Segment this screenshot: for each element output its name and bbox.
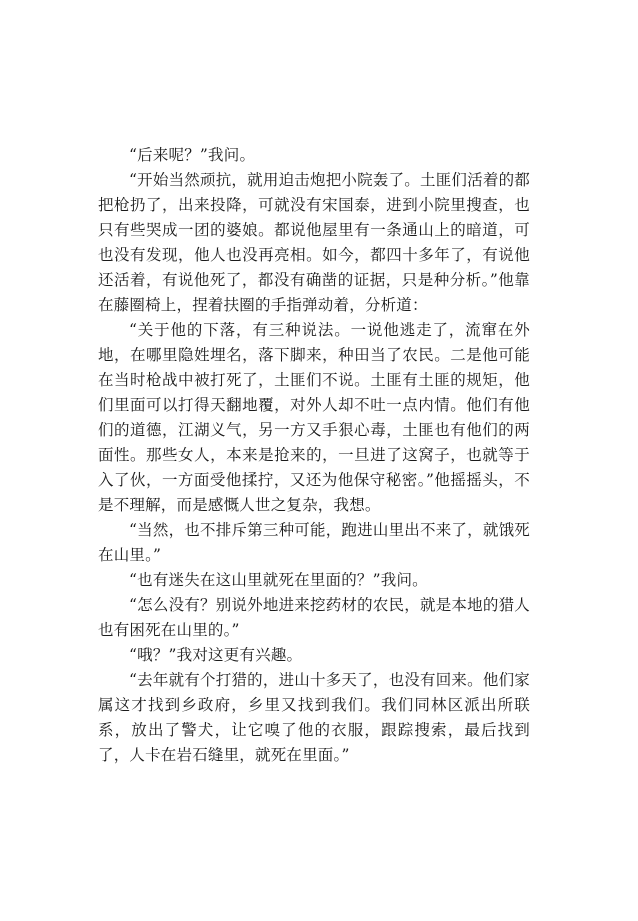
paragraph-5: “也有迷失在这山里就死在里面的？”我问。 — [129, 571, 428, 589]
paragraph-3: “关于他的下落，有三种说法。一说他逃走了，流窜在外地，在哪里隐姓埋名，落下脚来，种田当了农民。二是他可能在当时枪战中被打死了，土匪们不说。土匪有土匪的规矩，他们里面可以打得天翻地覆，对外人却不吐一点内情。他们有他们的道德，江湖义气，另一方又手狠心毒，土匪也有他们的两面性。那些女人，本来是抢来的，一旦进了这窝子，也就等于入了伙，一方面受他揉拧，又还为他保守秘密。”他摇摇头，不是不理解，而是感慨人世之复杂，我想。 — [98, 321, 530, 514]
paragraph-1: “后来呢？”我问。 — [129, 146, 256, 164]
body-text — [98, 143, 530, 768]
paragraph-6: “怎么没有？别说外地进来挖药材的农民，就是本地的猎人也有困死在山里的。” — [98, 596, 530, 639]
paragraph-7: “哦？”我对这更有兴趣。 — [129, 646, 303, 664]
paragraph-8: “去年就有个打猎的，进山十多天了，也没有回来。他们家属这才找到乡政府，乡里又找到我们。我们同林区派出所联系，放出了警犬，让它嗅了他的衣服，跟踪搜索，最后找到了，人卡在岩石缝里，就死在里面。” — [98, 671, 530, 764]
paragraph-2: “开始当然顽抗，就用迫击炮把小院轰了。土匪们活着的都把枪扔了，出来投降，可就没有宋国泰，进到小院里搜查，也只有些哭成一团的婆娘。都说他屋里有一条通山上的暗道，可也没有发现，他人也没再亮相。如今，都四十多年了，有说他还活着，有说他死了，都没有确凿的证据，只是种分析。”他靠在藤圈椅上，捏着扶圈的手指弹动着，分析道： — [98, 171, 530, 314]
paragraph-4: “当然，也不排斥第三种可能，跑进山里出不来了，就饿死在山里。” — [98, 521, 530, 564]
